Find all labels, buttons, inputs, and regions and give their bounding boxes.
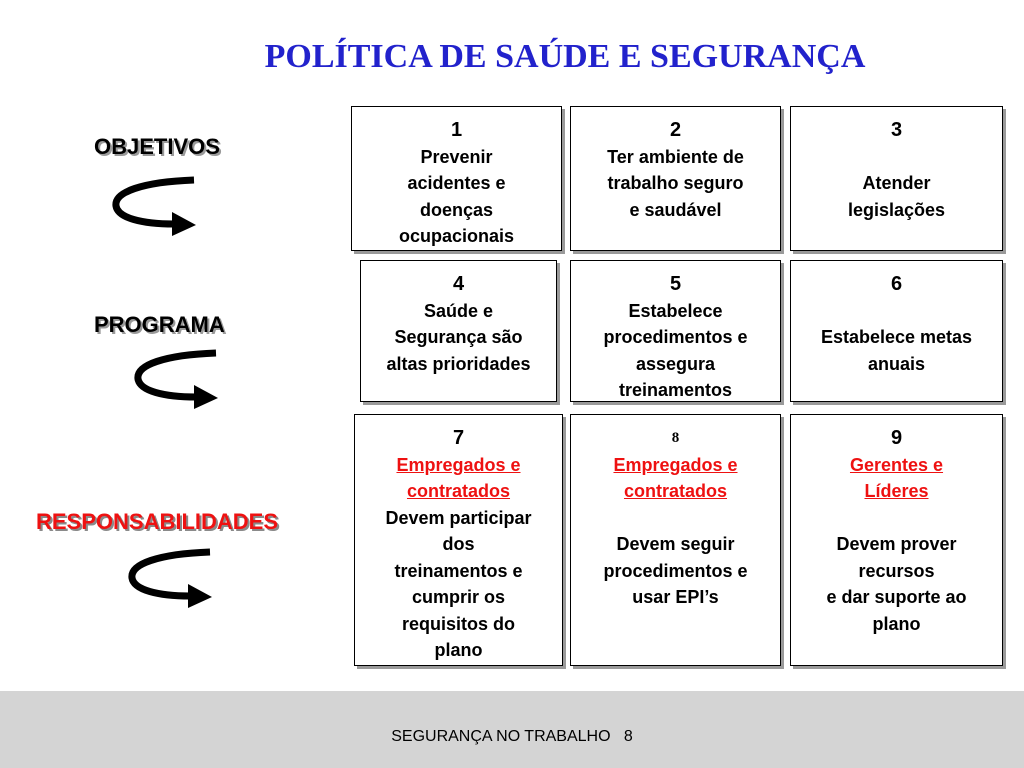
card-text: Devem participar <box>385 507 532 528</box>
card-number: 9 <box>890 427 903 449</box>
card-text: Saúde e <box>423 300 494 321</box>
card-responsabilidade-9 <box>790 414 1003 666</box>
row-label-programa: PROGRAMA <box>94 312 225 337</box>
row-label-objetivos: OBJETIVOS <box>94 134 220 159</box>
card-number: 3 <box>890 119 903 141</box>
card-number: 6 <box>890 273 903 295</box>
card-text: procedimentos e <box>603 327 748 347</box>
card-responsible: Empregados e <box>613 454 738 475</box>
card-text: Devem seguir <box>616 534 735 554</box>
card-number: 1 <box>450 119 463 141</box>
card-text: legislações <box>847 199 946 220</box>
card-number: 5 <box>669 273 682 295</box>
card-responsible: contratados <box>406 481 511 501</box>
card-text: ocupacionais <box>398 226 515 246</box>
card-text: Devem prover <box>836 534 957 554</box>
page-title: POLÍTICA DE SAÚDE E SEGURANÇA <box>264 38 866 75</box>
footer-title: SEGURANÇA NO TRABALHO <box>391 728 611 745</box>
card-text: dos <box>442 534 475 554</box>
card-objetivo-1 <box>351 106 562 251</box>
card-text: trabalho seguro <box>607 173 744 193</box>
card-text: Atender <box>862 173 931 193</box>
card-text: doenças <box>419 199 494 220</box>
card-text: cumprir os <box>411 587 506 607</box>
card-responsible: Empregados e <box>396 454 521 475</box>
card-text: e dar suporte ao <box>826 587 967 607</box>
page-number: 8 <box>623 728 633 745</box>
card-text: Estabelece <box>628 300 723 321</box>
card-number: 2 <box>669 119 682 141</box>
card-programa-4 <box>360 260 557 402</box>
curved-arrow-icon <box>134 345 224 415</box>
card-responsible: contratados <box>623 481 728 501</box>
card-responsabilidade-8 <box>570 414 781 666</box>
card-text: e saudável <box>629 199 722 220</box>
card-responsible: Líderes <box>864 481 929 501</box>
row-label-responsabilidades: RESPONSABILIDADES <box>36 509 279 534</box>
card-text: procedimentos e <box>603 560 748 581</box>
card-text: treinamentos e <box>394 560 523 581</box>
card-text: anuais <box>867 353 926 374</box>
card-responsabilidade-7 <box>354 414 563 666</box>
card-text: assegura <box>635 353 716 374</box>
card-responsible: Gerentes e <box>849 454 944 475</box>
footer-text <box>0 728 1024 746</box>
curved-arrow-icon <box>112 172 202 242</box>
card-objetivo-3 <box>790 106 1003 251</box>
card-text: requisitos do <box>401 613 515 634</box>
card-number: 4 <box>452 273 465 295</box>
card-programa-6 <box>790 260 1003 402</box>
card-programa-5 <box>570 260 781 402</box>
card-text: treinamentos <box>618 380 733 400</box>
card-text: plano <box>872 613 921 634</box>
card-number: 7 <box>452 427 465 449</box>
card-text: acidentes e <box>407 173 506 193</box>
card-text: Segurança são <box>394 327 523 347</box>
card-text: Estabelece metas <box>820 327 973 347</box>
card-text: usar EPI’s <box>632 587 719 607</box>
curved-arrow-icon <box>128 544 218 614</box>
card-text: plano <box>434 640 483 660</box>
card-text: recursos <box>858 560 935 581</box>
card-objetivo-2 <box>570 106 781 251</box>
card-number: 8 <box>671 430 680 446</box>
card-text: altas prioridades <box>386 353 531 374</box>
card-text: Ter ambiente de <box>607 146 744 167</box>
card-text: Prevenir <box>420 146 493 167</box>
